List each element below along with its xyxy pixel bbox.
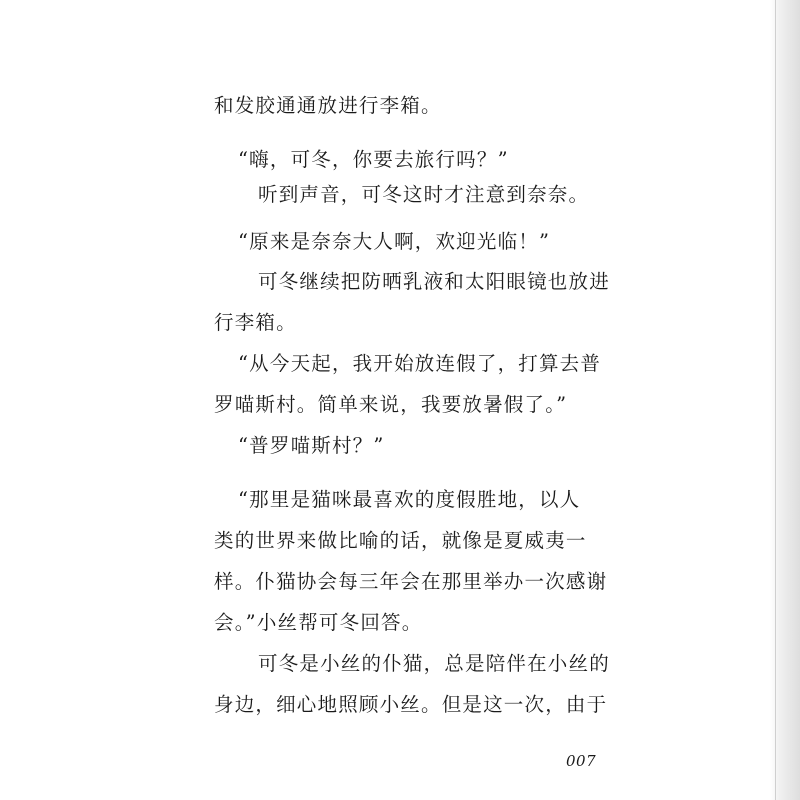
text-line: 样。仆猫协会每三年会在那里举办一次感谢 (214, 570, 608, 593)
text-line: 会。”小丝帮可冬回答。 (214, 611, 423, 634)
text-line: 罗喵斯村。简单来说，我要放暑假了。” (214, 393, 568, 416)
page-number: 007 (566, 752, 597, 770)
text-line: 身边，细心地照顾小丝。但是这一次，由于 (214, 693, 608, 716)
text-line: “原来是奈奈大人啊，欢迎光临！” (238, 230, 551, 253)
text-line: 类的世界来做比喻的话，就像是夏威夷一 (214, 529, 587, 552)
text-line: 和发胶通通放进行李箱。 (214, 94, 442, 117)
text-line: “那里是猫咪最喜欢的度假胜地，以人 (238, 488, 581, 511)
text-line: “从今天起，我开始放连假了，打算去普 (238, 352, 602, 375)
text-line: 行李箱。 (214, 311, 297, 334)
text-line: 可冬继续把防晒乳液和太阳眼镜也放进 (258, 270, 610, 293)
text-line: 可冬是小丝的仆猫，总是陪伴在小丝的 (258, 652, 610, 675)
text-line: 听到声音，可冬这时才注意到奈奈。 (258, 183, 590, 206)
text-line: “普罗喵斯村？” (238, 434, 385, 457)
text-line: “嗨，可冬，你要去旅行吗？” (238, 148, 509, 171)
